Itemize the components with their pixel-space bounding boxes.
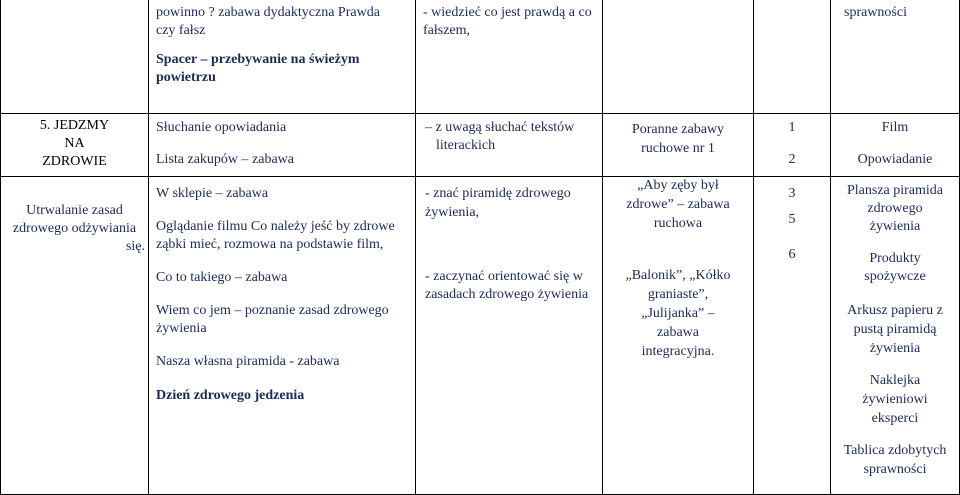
row5-topic-line1: 5. JEDZMY — [39, 118, 110, 133]
column-divider-2 — [415, 0, 416, 495]
row5-goal-line1: – z uwagą słuchać tekstów — [425, 120, 575, 135]
row6-play-2-line4: zabawa — [657, 325, 699, 340]
row5-topic-line2: NA — [64, 136, 85, 151]
row6-play-2-line1: „Balonik”, „Kółko — [625, 268, 731, 283]
row6-material-2-line2: spożywcze — [864, 269, 926, 284]
row5-morning-line1: Poranne zabawy — [631, 122, 725, 137]
row6-play-2-line2: graniaste”, — [647, 287, 709, 302]
row6-material-4-line3: eksperci — [871, 411, 919, 426]
row6-material-3-line2: pustą piramidą — [853, 322, 937, 337]
row6-material-3-line1: Arkusz papieru z — [847, 303, 943, 318]
top-walk-line1: Spacer – przebywanie na świeżym — [156, 52, 360, 67]
row6-topic-line3: się. — [125, 239, 145, 254]
row6-material-5-line1: Tablica zdobytych — [843, 443, 947, 458]
row-divider-mid — [0, 176, 960, 177]
row6-goal-1-line2: żywienia, — [425, 205, 480, 220]
top-activity-line1: powinno ? zabawa dydaktyczna Prawda — [156, 5, 380, 20]
column-divider-1 — [148, 0, 149, 495]
row5-activity-1: Słuchanie opowiadania — [156, 120, 287, 135]
row6-activity-2-line1: Oglądanie filmu Co należy jeść by zdrowe — [156, 219, 395, 234]
row6-goal-2-line1: - zaczynać orientować się w — [425, 269, 583, 284]
row6-play-2-line5: integracyjna. — [641, 344, 715, 359]
top-material: sprawności — [844, 5, 907, 20]
row5-goal-line2: literackich — [436, 138, 496, 153]
row6-material-3-line3: żywienia — [869, 341, 921, 356]
row6-topic-line2: zdrowego odżywiania — [12, 221, 137, 236]
row6-play-1-line1: „Aby zęby był — [637, 178, 719, 193]
row6-play-1-line2: zdrowe” – zabawa — [626, 197, 730, 212]
row6-activity-3: Co to takiego – zabawa — [156, 270, 288, 285]
row-divider-top — [0, 113, 960, 114]
row6-material-1-line3: żywienia — [869, 219, 921, 234]
row6-activity-4-line2: żywienia — [156, 321, 207, 336]
row6-goal-2-line2: zasadach zdrowego żywienia — [425, 287, 589, 302]
row6-material-4-line1: Naklejka — [869, 373, 921, 388]
row6-goal-1-line1: - znać piramidę zdrowego — [425, 186, 571, 201]
row6-activity-4-line1: Wiem co jem – poznanie zasad zdrowego — [156, 303, 389, 318]
row6-activity-6: Dzień zdrowego jedzenia — [156, 388, 305, 403]
column-divider-3 — [602, 0, 603, 495]
top-activity-line2: czy fałsz — [156, 23, 206, 38]
row5-material-2: Opowiadanie — [857, 152, 933, 167]
row5-number-1: 1 — [788, 120, 796, 135]
row6-topic-line1: Utrwalanie zasad — [26, 203, 123, 218]
row6-material-4-line2: żywieniowi — [862, 392, 928, 407]
row5-morning-line2: ruchowe nr 1 — [641, 141, 715, 156]
row6-number-6: 6 — [788, 247, 796, 262]
row6-activity-5: Nasza własna piramida - zabawa — [156, 354, 340, 369]
row6-play-1-line3: ruchowa — [653, 216, 703, 231]
top-goal-line1: - wiedzieć co jest prawdą a co — [423, 5, 592, 20]
row6-number-3: 3 — [788, 186, 796, 201]
row6-material-2-line1: Produkty — [869, 251, 921, 266]
row6-play-2-line3: „Julijanka” – — [641, 306, 715, 321]
row5-material-1: Film — [881, 120, 909, 135]
row6-material-1-line1: Plansza piramida — [846, 183, 944, 198]
row6-material-5-line2: sprawności — [863, 462, 927, 477]
row5-number-2: 2 — [788, 152, 796, 167]
row6-material-1-line2: zdrowego — [867, 201, 923, 216]
row6-activity-2-line2: ząbki mieć, rozmowa na podstawie film, — [156, 237, 384, 252]
row6-activity-1: W sklepie – zabawa — [156, 186, 269, 201]
row6-number-5: 5 — [788, 212, 796, 227]
row5-activity-2: Lista zakupów – zabawa — [156, 152, 294, 167]
top-walk-line2: powietrzu — [156, 70, 216, 85]
top-goal-line2: fałszem, — [423, 23, 471, 38]
row5-topic-line3: ZDROWIE — [42, 154, 107, 169]
